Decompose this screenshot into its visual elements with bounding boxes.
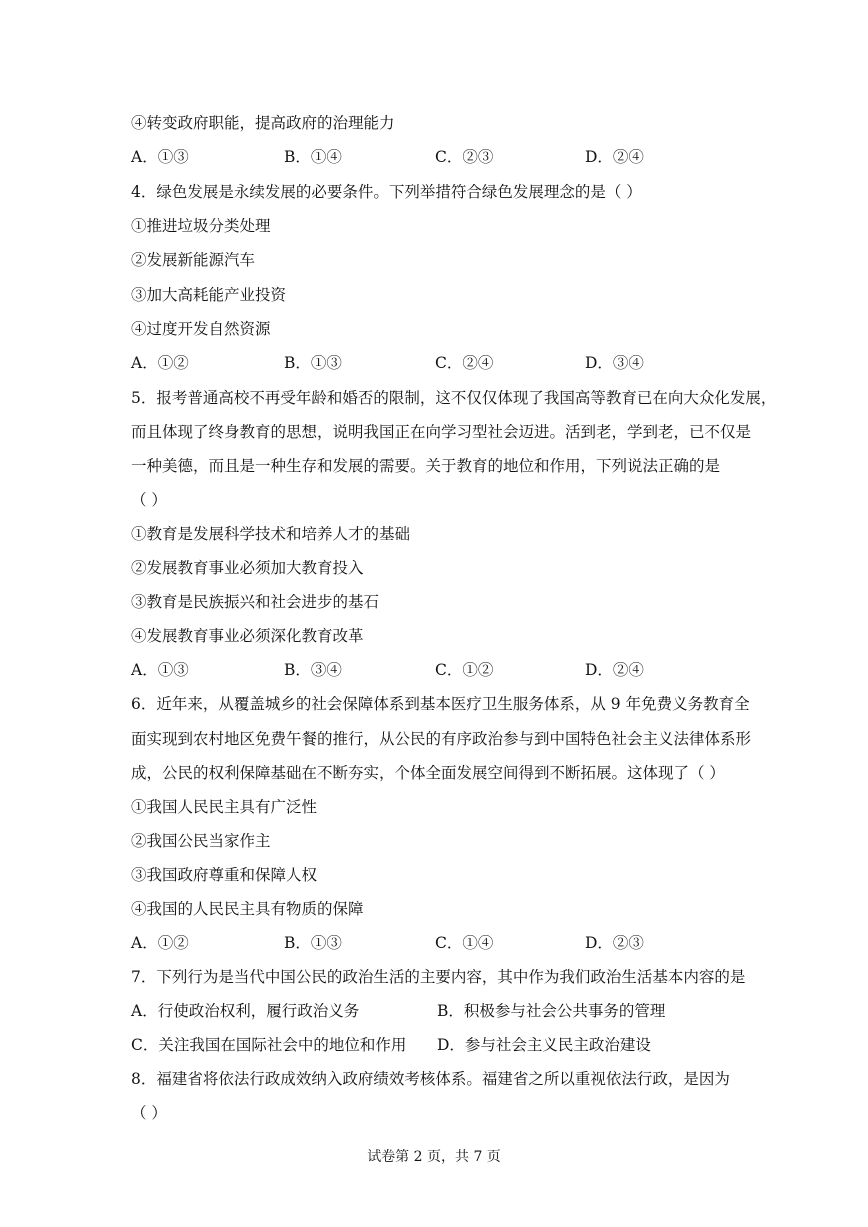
q5-item-3: ③教育是民族振兴和社会进步的基石 bbox=[131, 593, 380, 611]
q6-item-3: ③我国政府尊重和保障人权 bbox=[131, 866, 318, 884]
q6-stem-line-3: 成，公民的权利保障基础在不断夯实，个体全面发展空间得到不断拓展。这体现了（ ） bbox=[131, 764, 725, 782]
q5-item-4: ④发展教育事业必须深化教育改革 bbox=[131, 627, 364, 645]
q4-item-2: ②发展新能源汽车 bbox=[131, 251, 256, 269]
q7-stem: 7．下列行为是当代中国公民的政治生活的主要内容，其中作为我们政治生活基本内容的是 bbox=[131, 968, 746, 986]
q4-options bbox=[131, 353, 741, 373]
q7-option-a: A．行使政治权利，履行政治义务 bbox=[131, 1002, 360, 1020]
q4-option-b: B．①③ bbox=[284, 354, 342, 372]
q6-stem-line-1: 6．近年来，从覆盖城乡的社会保障体系到基本医疗卫生服务体系，从 9 年免费义务教育全 bbox=[131, 695, 750, 713]
q3-item-4: ④转变政府职能，提高政府的治理能力 bbox=[131, 114, 395, 132]
q5-option-b: B．③④ bbox=[284, 661, 342, 679]
q5-option-c: C．①② bbox=[435, 661, 494, 679]
q7-option-d: D．参与社会主义民主政治建设 bbox=[437, 1036, 651, 1054]
q4-item-3: ③加大高耗能产业投资 bbox=[131, 286, 287, 304]
q6-item-4: ④我国的人民民主具有物质的保障 bbox=[131, 900, 364, 918]
q5-options bbox=[131, 660, 741, 680]
q7-options-row-1 bbox=[131, 1001, 741, 1021]
q4-item-1: ①推进垃圾分类处理 bbox=[131, 217, 271, 235]
q5-option-d: D．②④ bbox=[585, 661, 644, 679]
q5-stem-line-1: 5．报考普通高校不再受年龄和婚否的限制，这不仅仅体现了我国高等教育已在向大众化发展， bbox=[131, 389, 777, 407]
q7-options-row-2 bbox=[131, 1035, 741, 1055]
q8-stem-line-2: （ ） bbox=[131, 1104, 167, 1122]
q3-option-d: D．②④ bbox=[585, 148, 644, 166]
q3-options bbox=[131, 147, 741, 167]
q5-stem-line-4: （ ） bbox=[131, 491, 167, 509]
q5-stem-line-2: 而且体现了终身教育的思想，说明我国正在向学习型社会迈进。活到老，学到老，已不仅是 bbox=[131, 423, 752, 441]
q5-item-2: ②发展教育事业必须加大教育投入 bbox=[131, 559, 364, 577]
q4-item-4: ④过度开发自然资源 bbox=[131, 320, 271, 338]
q5-stem-line-3: 一种美德，而且是一种生存和发展的需要。关于教育的地位和作用，下列说法正确的是 bbox=[131, 457, 721, 475]
q6-item-2: ②我国公民当家作主 bbox=[131, 832, 271, 850]
q6-option-d: D．②③ bbox=[585, 934, 644, 952]
q5-item-1: ①教育是发展科学技术和培养人才的基础 bbox=[131, 525, 411, 543]
q4-stem: 4．绿色发展是永续发展的必要条件。下列举措符合绿色发展理念的是（ ） bbox=[131, 183, 642, 201]
q3-option-b: B．①④ bbox=[284, 148, 342, 166]
q6-item-1: ①我国人民民主具有广泛性 bbox=[131, 798, 318, 816]
q7-option-b: B．积极参与社会公共事务的管理 bbox=[437, 1002, 666, 1020]
q4-option-a: A．①② bbox=[131, 354, 189, 372]
q8-stem-line-1: 8．福建省将依法行政成效纳入政府绩效考核体系。福建省之所以重视依法行政，是因为 bbox=[131, 1070, 730, 1088]
q4-option-c: C．②④ bbox=[435, 354, 494, 372]
q6-option-a: A．①② bbox=[131, 934, 189, 952]
q6-stem-line-2: 面实现到农村地区免费午餐的推行，从公民的有序政治参与到中国特色社会主义法律体系形 bbox=[131, 730, 752, 748]
q6-options bbox=[131, 933, 741, 953]
q6-option-b: B．①③ bbox=[284, 934, 342, 952]
q3-option-c: C．②③ bbox=[435, 148, 494, 166]
q5-option-a: A．①③ bbox=[131, 661, 189, 679]
page-footer: 试卷第 2 页，共 7 页 bbox=[367, 1149, 501, 1165]
q6-option-c: C．①④ bbox=[435, 934, 494, 952]
q7-option-c: C．关注我国在国际社会中的地位和作用 bbox=[131, 1036, 407, 1054]
q3-option-a: A．①③ bbox=[131, 148, 189, 166]
q4-option-d: D．③④ bbox=[585, 354, 644, 372]
